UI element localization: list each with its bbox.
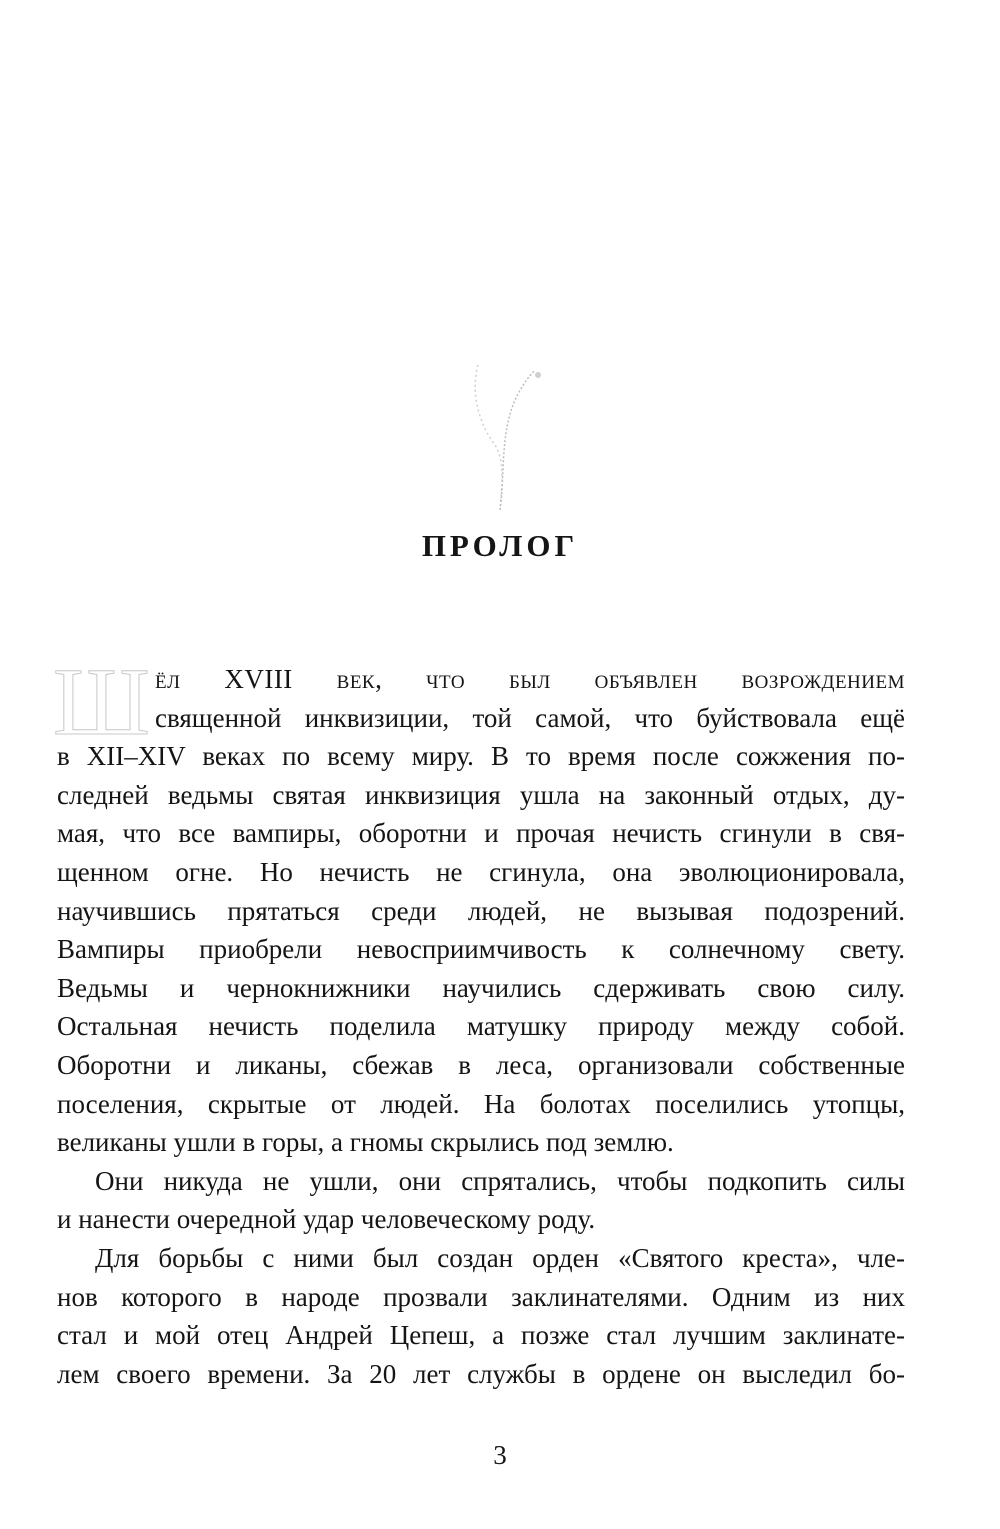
text-line: Для борьбы с ними был создан орден «Святого креста», чле-	[95, 1242, 905, 1273]
text-line: Вампиры приобрели невосприимчивость к солнечному свету.	[57, 934, 905, 965]
text-line: и нанести очередной удар человеческому роду.	[57, 1204, 596, 1235]
decorative-flourish-icon	[460, 345, 560, 515]
text-line: нов которого в народе прозвали заклинателями. Одним из них	[57, 1281, 905, 1312]
text-line: Они никуда не ушли, они спрятались, чтобы подкопить силы	[95, 1165, 905, 1196]
text-line: стал и мой отец Андрей Цепеш, а позже стал лучшим заклинате-	[57, 1320, 905, 1351]
text-line: великаны ушли в горы, а гномы скрылись под землю.	[57, 1127, 674, 1158]
text-line: в XII–XIV веках по всему миру. В то время после сожжения по-	[57, 741, 905, 772]
body-text	[53, 648, 905, 1393]
text-line: священной инквизиции, той самой, что буйствовала ещё	[155, 702, 905, 733]
text-line: поселения, скрытые от людей. На болотах поселились утопцы,	[57, 1088, 905, 1119]
text-line: Ведьмы и чернокнижники научились сдерживать свою силу.	[57, 972, 905, 1003]
text-line: Остальная нечисть поделила матушку природу между собой.	[57, 1011, 905, 1042]
text-line: следней ведьмы святая инквизиция ушла на законный отдых, ду-	[57, 779, 905, 810]
text-line: лем своего времени. За 20 лет службы в ордене он выследил бо-	[57, 1358, 905, 1389]
text-line: мая, что все вампиры, оборотни и прочая нечисть сгинули в свя-	[57, 818, 905, 849]
text-line: ёл XVIII век, что был объявлен возрождением	[155, 664, 905, 694]
text-line: научившись прятаться среди людей, не вызывая подозрений.	[57, 895, 905, 926]
text-line: Оборотни и ликаны, сбежав в леса, организовали собственные	[57, 1049, 905, 1080]
page-number: 3	[493, 1440, 507, 1470]
drop-cap: Ш	[53, 648, 150, 755]
text-line: щенном огне. Но нечисть не сгинула, она эволюционировала,	[57, 856, 905, 887]
chapter-title: ПРОЛОГ	[421, 528, 579, 563]
